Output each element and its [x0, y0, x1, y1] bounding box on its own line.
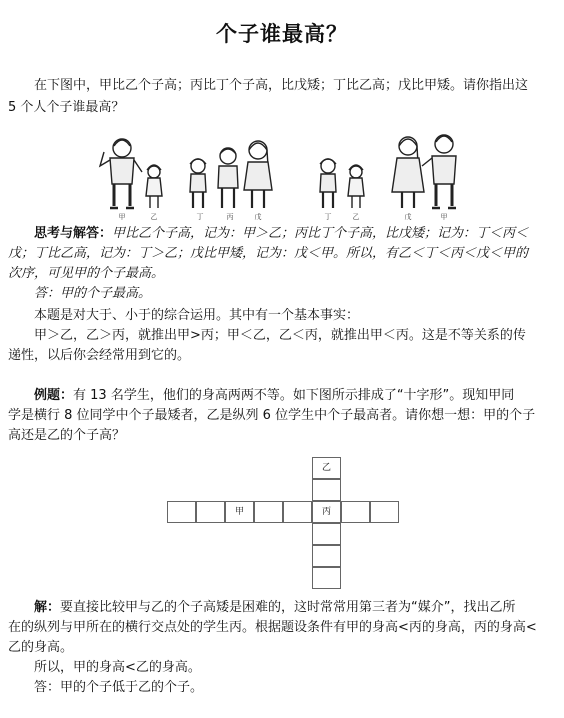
intro-line: 5 个人个子谁最高？ — [8, 100, 125, 115]
solution-heading: 思考与解答： — [34, 226, 113, 241]
children-illustration — [92, 126, 484, 222]
intro-paragraph-cont — [8, 98, 556, 118]
figure-yi-right — [348, 165, 364, 208]
grid-cell — [254, 501, 283, 523]
note-line-2: 甲＞乙，乙＞丙，就推出甲>丙；甲＜乙，乙＜丙，就推出甲＜丙。这是不等关系的传 — [34, 328, 526, 343]
solution-paragraph — [8, 224, 556, 304]
grid-cell — [312, 479, 341, 501]
solution2-so: 所以，甲的身高<乙的身高。 — [34, 660, 201, 675]
grid-cell — [312, 545, 341, 567]
example-line-3: 高还是乙的个子高？ — [8, 428, 126, 443]
solution2-line-1 — [8, 598, 556, 618]
solution2-text: 要直接比较甲与乙的个子高矮是困难的，这时常常用第三者为“媒介”，找出乙所 — [60, 600, 516, 615]
solution-line-1 — [8, 224, 556, 244]
example-text: 有 13 名学生，他们的身高两两不等。如下图所示排成了“十字形”。现知甲同 — [73, 388, 515, 403]
figure-label: 甲 — [118, 213, 126, 221]
solution-line-2: 戊；丁比乙高，记为：丁＞乙；戊比甲矮，记为：戊＜甲。所以，有乙＜丁＜丙＜戊＜甲的 — [8, 246, 529, 261]
figure-ding-left — [190, 159, 206, 208]
figure-label: 乙 — [150, 213, 158, 221]
grid-cell — [167, 501, 196, 523]
figure-label: 丙 — [226, 213, 234, 221]
solution2-line-3: 乙的身高。 — [8, 640, 74, 655]
grid-cell — [312, 567, 341, 589]
solution-text: 甲比乙个子高，记为：甲＞乙；丙比丁个子高，比戊矮；记为：丁＜丙＜ — [112, 226, 529, 241]
figure-label: 甲 — [440, 213, 448, 221]
figure-yi-left — [146, 165, 162, 208]
example-heading: 例题： — [34, 388, 74, 403]
grid-cell — [341, 501, 370, 523]
solution2-paragraph — [8, 598, 556, 698]
figure-label: 戊 — [254, 213, 262, 221]
page-title: 个子谁最高？ — [216, 21, 348, 46]
note-line-3: 递性，以后你会经常用到它的。 — [8, 348, 191, 363]
solution2-answer: 答：甲的个子低于乙的个子。 — [34, 680, 204, 695]
figure-wu-left — [244, 141, 272, 208]
figure-jia-right — [422, 135, 456, 208]
intro-paragraph — [8, 76, 556, 96]
figure-label: 丁 — [324, 213, 332, 221]
figure-ding-right — [320, 159, 336, 208]
grid-cell-jia: 甲 — [225, 501, 254, 523]
intro-line: 在下图中，甲比乙个子高；丙比丁个子高，比戊矮；丁比乙高；戊比甲矮。请你指出这 — [34, 78, 529, 93]
solution-line-3: 次序，可见甲的个子最高。 — [8, 266, 165, 281]
grid-cell — [370, 501, 399, 523]
solution2-heading: 解： — [34, 600, 61, 615]
figure-bing-left — [218, 148, 238, 208]
figure-wu-right — [392, 137, 424, 208]
solution2-line-2: 在的纵列与甲所在的横行交点处的学生丙。根据题设条件有甲的身高<丙的身高，丙的身高< — [8, 620, 537, 635]
figure-label: 丁 — [196, 213, 204, 221]
grid-cell-bing: 丙 — [312, 501, 341, 523]
example-paragraph — [8, 386, 556, 446]
example-line-1 — [8, 386, 556, 406]
grid-cell-top: 乙 — [312, 457, 341, 479]
grid-cell — [283, 501, 312, 523]
note-paragraph — [8, 306, 556, 366]
figure-label: 戊 — [404, 213, 412, 221]
grid-cell — [312, 523, 341, 545]
example-line-2: 学是横行 8 位同学中个子最矮者，乙是纵列 6 位学生中个子最高者。请你想一想：甲的个子 — [8, 408, 536, 423]
grid-cell — [196, 501, 225, 523]
figure-jia-left — [100, 139, 142, 208]
figure-label: 乙 — [352, 213, 360, 221]
solution-answer: 答：甲的个子最高。 — [34, 286, 152, 301]
note-line-1: 本题是对大于、小于的综合运用。其中有一个基本事实： — [34, 308, 360, 323]
